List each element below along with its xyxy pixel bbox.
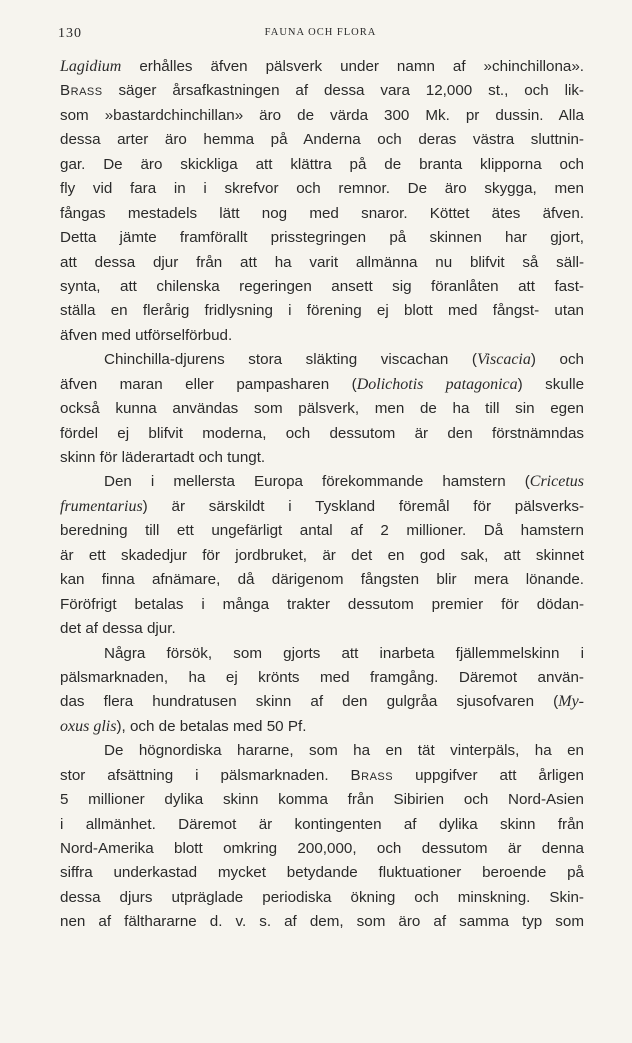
text-line (60, 348, 584, 372)
italic-term: Cricetus (529, 473, 584, 491)
text-run: är ett skadedjur för jordbruket, är det en god sak, att skinnet (60, 546, 584, 564)
text-line (60, 299, 584, 323)
text-line (60, 764, 584, 788)
text-run: De högnordiska hararne, som ha en tät vinterpäls, ha en (104, 742, 584, 760)
text-run: också kunna användas som pälsverk, men de ha till sin egen (60, 400, 584, 418)
author-name: Brass (350, 766, 394, 784)
text-line (60, 79, 584, 103)
text-line (60, 397, 584, 421)
text-run: beredning till ett ungefärligt antal af 2 millioner. Då hamstern (60, 522, 584, 540)
text-line (60, 837, 584, 861)
text-run: äfven med utförselförbud. (60, 326, 233, 344)
text-run: Den i mellersta Europa förekommande hamstern ( (104, 473, 530, 491)
text-line (60, 666, 584, 690)
text-run: dessa arter äro hemma på Anderna och deras västra sluttnin- (60, 131, 584, 149)
body-text (60, 55, 584, 935)
paragraph (60, 470, 584, 641)
text-run: synta, att chilenska regeringen ansett sig föranlåten att fast- (60, 277, 584, 295)
text-run: skinn för läderartadt och tungt. (60, 449, 266, 466)
text-line (60, 446, 584, 470)
text-run: 5 millioner dylika skinn komma från Sibirien och Nord-Asien (60, 791, 584, 809)
text-line (60, 813, 584, 837)
text-run: i allmänhet. Däremot är kontingenten af dylika skinn från (60, 815, 584, 833)
text-line (60, 739, 584, 763)
text-run: ), och de betalas med 50 Pf. (116, 717, 307, 735)
text-run: äfven maran eller pampasharen ( (60, 375, 357, 393)
text-run: som »bastardchinchillan» äro de värda 300 Mk. pr dussin. Alla (60, 106, 584, 124)
page-number: 130 (58, 26, 82, 41)
text-line (60, 544, 584, 568)
text-run: fly vid fara in i skrefvor och remnor. De äro skygga, men (60, 180, 584, 198)
italic-term: Lagidium (60, 58, 122, 75)
paragraph (60, 348, 584, 470)
text-run: Föröfrigt betalas i många trakter dessutom premier för dödan- (60, 595, 584, 613)
text-run: dessa djurs utpräglade periodiska ökning och minskning. Skin- (60, 888, 584, 906)
text-run: uppgifver att årligen (393, 766, 584, 784)
page-header (58, 26, 583, 42)
text-run: stor afsättning i pälsmarknaden. (60, 766, 351, 784)
author-name: Brass (60, 82, 103, 100)
text-run: ställa en flerårig fridlysning i förening ej blott med fångst- utan (60, 302, 584, 320)
text-run: ) och (530, 351, 584, 369)
text-line (60, 495, 584, 519)
text-run: erhålles äfven pälsverk under namn af »chinchillona». (121, 58, 584, 75)
text-run: fångas mestadels lätt nog med snaror. Köttet ätes äfven. (60, 204, 584, 222)
text-line (60, 202, 584, 226)
text-line (60, 593, 584, 617)
text-run: Nord-Amerika blott omkring 200,000, och dessutom är denna (60, 840, 584, 857)
text-run: Detta jämte framförallt prisstegringen på skinnen har gjort, (60, 229, 584, 247)
text-line (60, 422, 584, 446)
running-head: FAUNA OCH FLORA (264, 27, 377, 38)
text-run: ) är särskildt i Tyskland föremål för pälsverks- (142, 497, 584, 515)
text-run: nen af fälthararne d. v. s. af dem, som äro af samma typ som (60, 913, 584, 931)
text-line (60, 690, 584, 714)
text-line (60, 153, 584, 177)
text-run: säger årsafkastningen af dessa vara 12,000 st., och lik- (102, 82, 584, 100)
paragraph (60, 55, 584, 348)
text-line (60, 788, 584, 812)
text-run: siffra underkastad mycket betydande fluktuationer beroende på (60, 864, 584, 882)
text-line (60, 861, 584, 885)
text-line (60, 568, 584, 592)
paragraph (60, 739, 584, 935)
text-line (60, 617, 584, 641)
text-line (60, 324, 584, 348)
italic-term: Viscacia (476, 351, 531, 369)
text-run: Chinchilla-djurens stora släkting viscachan ( (104, 351, 477, 369)
text-run: att dessa djur från att ha varit allmänna nu blifvit så säll- (60, 253, 584, 271)
text-line (60, 251, 584, 275)
text-line (60, 275, 584, 299)
text-line (60, 470, 584, 494)
text-run: pälsmarknaden, ha ej krönts med framgång. Däremot använ- (60, 668, 584, 686)
text-line (60, 373, 584, 397)
text-run: ) skulle (517, 375, 585, 393)
text-line (60, 226, 584, 250)
italic-term: oxus glis (60, 717, 117, 735)
italic-term: My- (558, 693, 584, 711)
text-run: gar. De äro skickliga att klättra på de branta klipporna och (60, 155, 584, 173)
italic-term: Dolichotis patagonica (356, 375, 518, 393)
paragraph (60, 642, 584, 740)
text-line (60, 104, 584, 128)
text-line (60, 128, 584, 152)
text-run: Några försök, som gjorts att inarbeta fjällemmelskinn i (104, 644, 584, 662)
text-run: das flera hundratusen skinn af den gulgråa sjusofvaren ( (60, 693, 559, 711)
text-line (60, 55, 584, 79)
text-line (60, 177, 584, 201)
italic-term: frumentarius (60, 497, 143, 515)
text-run: kan finna afnämare, då därigenom fångsten blir mera lönande. (60, 571, 584, 589)
text-line (60, 642, 584, 666)
text-line (60, 886, 584, 910)
text-line (60, 519, 584, 543)
text-run: fördel ej blifvit moderna, och dessutom är den förstnämndas (60, 424, 584, 442)
text-run: det af dessa djur. (60, 620, 176, 638)
text-line (60, 715, 584, 739)
text-line (60, 910, 584, 934)
